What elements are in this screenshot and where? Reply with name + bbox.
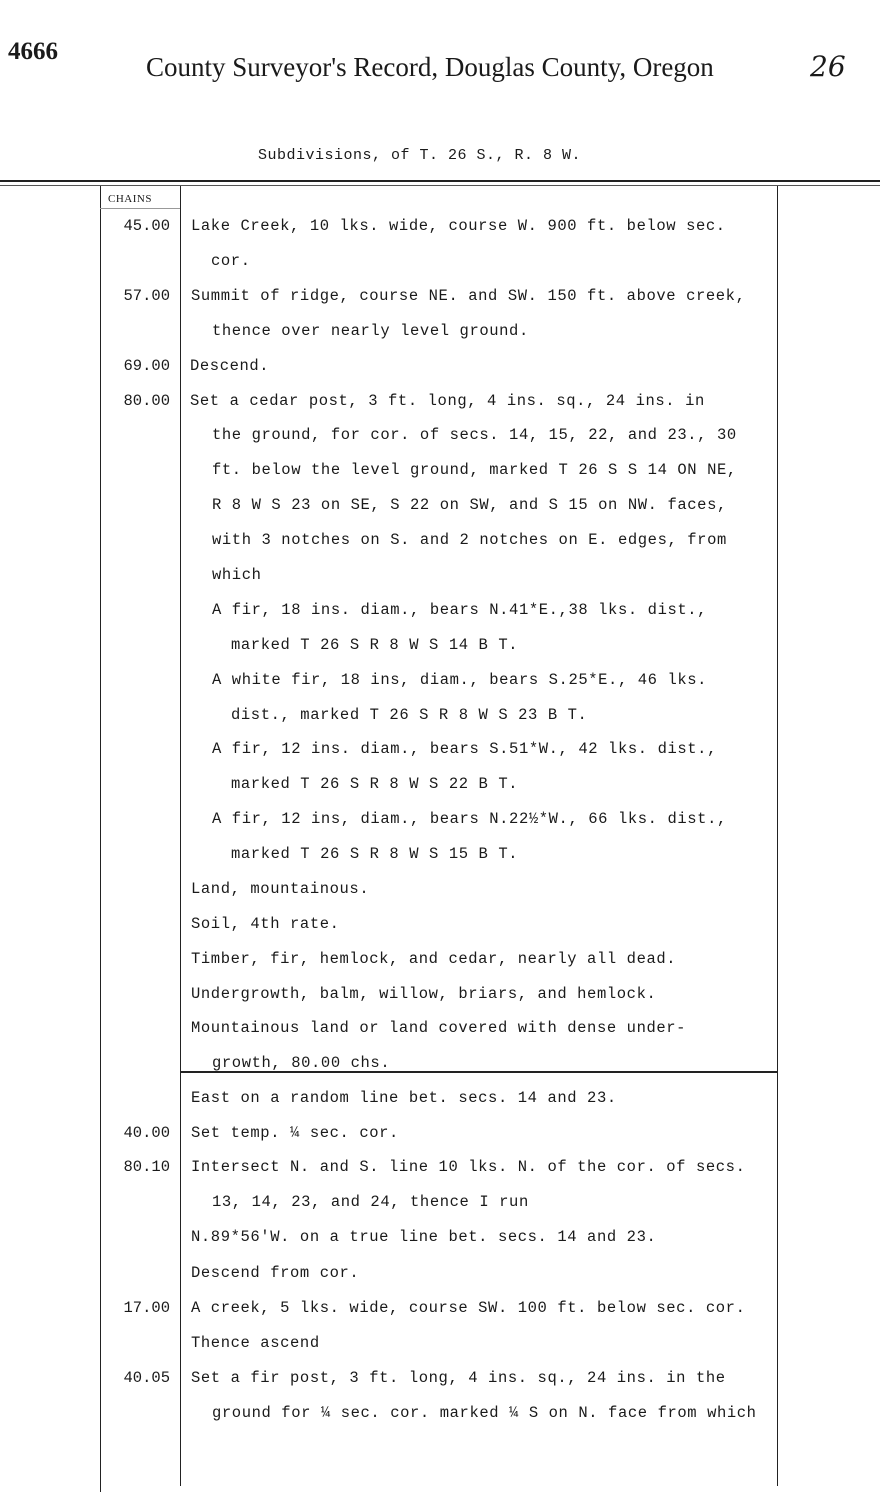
note-line: growth, 80.00 chs. [212, 1054, 391, 1072]
note-line: A white fir, 18 ins, diam., bears S.25*E., 46 lks. [212, 671, 708, 689]
note-line: Undergrowth, balm, willow, briars, and hemlock. [191, 985, 657, 1003]
note-line: A creek, 5 lks. wide, course SW. 100 ft. below sec. cor. [191, 1299, 746, 1317]
note-line: marked T 26 S R 8 W S 22 B T. [231, 775, 519, 793]
note-line: Intersect N. and S. line 10 lks. N. of the cor. of secs. [191, 1158, 746, 1176]
chain-value: 80.00 [123, 392, 170, 410]
column-divider-left [100, 186, 101, 1492]
note-line: A fir, 18 ins. diam., bears N.41*E.,38 lks. dist., [212, 601, 708, 619]
page-number: 26 [810, 50, 846, 83]
note-line: ft. below the level ground, marked T 26 S S 14 ON NE, [212, 461, 737, 479]
chains-header-underline [100, 208, 180, 209]
note-line: cor. [211, 252, 251, 270]
note-line: Descend. [190, 357, 270, 375]
note-line: Thence ascend [191, 1334, 320, 1352]
note-line: Set a cedar post, 3 ft. long, 4 ins. sq., 24 ins. in [190, 392, 705, 410]
note-line: ground for ¼ sec. cor. marked ¼ S on N. face from which [212, 1404, 757, 1422]
note-line: Set a fir post, 3 ft. long, 4 ins. sq., 24 ins. in the [191, 1369, 726, 1387]
top-rule-thin [0, 185, 880, 186]
note-line: Lake Creek, 10 lks. wide, course W. 900 ft. below sec. [191, 217, 726, 235]
note-line: A fir, 12 ins, diam., bears N.22½*W., 66 lks. dist., [212, 810, 727, 828]
note-line: which [212, 566, 262, 584]
note-line: dist., marked T 26 S R 8 W S 23 B T. [231, 706, 588, 724]
chain-value: 17.00 [123, 1299, 170, 1317]
note-line: marked T 26 S R 8 W S 14 B T. [231, 636, 519, 654]
chains-column-header: CHAINS [108, 193, 152, 205]
page-title: County Surveyor's Record, Douglas County, Oregon [146, 52, 714, 82]
note-line: N.89*56'W. on a true line bet. secs. 14 and 23. [191, 1228, 657, 1246]
column-divider-right [777, 186, 778, 1486]
note-line: Descend from cor. [191, 1264, 360, 1282]
note-line: Timber, fir, hemlock, and cedar, nearly all dead. [191, 950, 677, 968]
note-line: Land, mountainous. [191, 880, 370, 898]
subtitle: Subdivisions, of T. 26 S., R. 8 W. [258, 147, 582, 164]
chain-value: 40.05 [123, 1369, 170, 1387]
note-line: thence over nearly level ground. [212, 322, 529, 340]
note-line: Set temp. ¼ sec. cor. [191, 1124, 399, 1142]
chain-value: 80.10 [123, 1158, 170, 1176]
note-line: R 8 W S 23 on SE, S 22 on SW, and S 15 on NW. faces, [212, 496, 727, 514]
note-line: Summit of ridge, course NE. and SW. 150 ft. above creek, [191, 287, 746, 305]
note-line: marked T 26 S R 8 W S 15 B T. [231, 845, 519, 863]
column-divider-chains [180, 186, 181, 1486]
note-line: Soil, 4th rate. [191, 915, 340, 933]
chain-value: 57.00 [123, 287, 170, 305]
note-line: Mountainous land or land covered with dense under- [191, 1019, 687, 1037]
note-line: East on a random line bet. secs. 14 and 23. [191, 1089, 617, 1107]
chain-value: 69.00 [123, 357, 170, 375]
top-rule [0, 180, 880, 182]
note-line: the ground, for cor. of secs. 14, 15, 22, and 23., 30 [212, 426, 737, 444]
chain-value: 45.00 [123, 217, 170, 235]
note-line: A fir, 12 ins. diam., bears S.51*W., 42 lks. dist., [212, 740, 717, 758]
chain-value: 40.00 [123, 1124, 170, 1142]
book-number: 4666 [8, 38, 58, 65]
note-line: 13, 14, 23, and 24, thence I run [212, 1193, 529, 1211]
note-line: with 3 notches on S. and 2 notches on E. edges, from [212, 531, 727, 549]
